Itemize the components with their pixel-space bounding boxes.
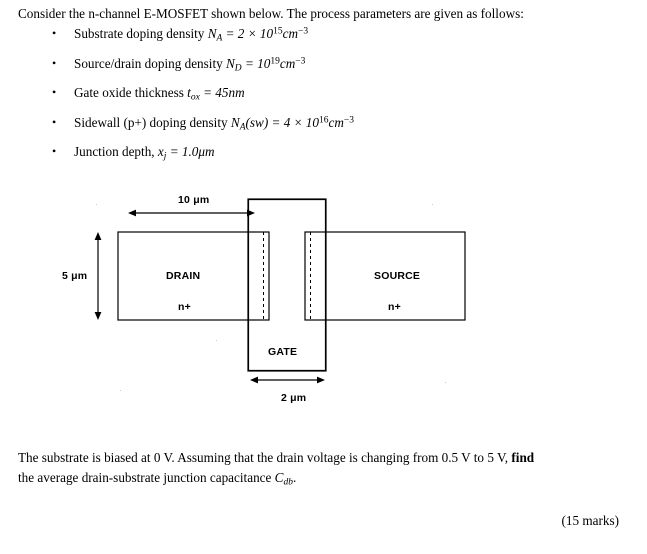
param-equals: = 45nm <box>199 85 245 101</box>
param-symbol-subscript: j <box>163 151 167 162</box>
list-item <box>52 115 612 134</box>
param-text: Sidewall (p+) doping density <box>74 114 231 130</box>
bullet-icon: • <box>52 85 57 100</box>
param-symbol: t <box>187 85 191 101</box>
param-units-exponent: −3 <box>343 115 354 126</box>
closing-symbol: C <box>274 470 284 486</box>
drain-type-label: n+ <box>178 301 191 313</box>
param-units: cm <box>279 55 296 71</box>
param-exponent: 16 <box>318 115 329 126</box>
param-exponent: 15 <box>273 26 283 37</box>
dimension-label-top: 10 μm <box>178 194 210 206</box>
closing-period: . <box>292 470 297 486</box>
marks-label: (15 marks) <box>561 513 619 528</box>
param-text: Substrate doping density <box>74 26 208 41</box>
closing-bold-word: find <box>511 450 535 465</box>
param-text: Source/drain doping density <box>74 55 226 71</box>
closing-paragraph <box>18 448 632 491</box>
param-exponent: 19 <box>270 56 280 66</box>
parameter-list <box>34 26 612 174</box>
bullet-icon: • <box>52 55 57 70</box>
bullet-icon: • <box>52 144 57 159</box>
closing-symbol-subscript: db <box>283 478 293 489</box>
param-symbol: x <box>157 144 164 160</box>
param-equals: (sw) = 4 × 10 <box>245 114 319 130</box>
param-symbol: N <box>226 55 235 71</box>
param-symbol: N <box>230 114 240 130</box>
param-text: Junction depth, <box>74 144 158 160</box>
list-item <box>52 85 612 104</box>
param-symbol-subscript: A <box>216 33 223 44</box>
drain-label: DRAIN <box>166 270 201 282</box>
intro-text: Consider the n-channel E-MOSFET shown below. The process parameters are given as follows: <box>18 6 524 21</box>
mosfet-figure <box>0 180 647 425</box>
bullet-icon: • <box>52 26 57 40</box>
param-units: cm <box>328 114 344 130</box>
param-units: cm <box>282 26 298 41</box>
param-symbol: N <box>207 26 217 41</box>
gate-label: GATE <box>268 346 298 358</box>
bullet-icon: • <box>52 114 57 129</box>
source-label: SOURCE <box>374 270 421 282</box>
param-text: Gate oxide thickness <box>74 85 188 101</box>
param-units-exponent: −3 <box>295 56 306 66</box>
source-type-label: n+ <box>388 301 401 313</box>
list-item <box>52 26 612 45</box>
list-item <box>52 56 612 75</box>
param-symbol-subscript: ox <box>190 92 200 103</box>
param-symbol-subscript: A <box>239 122 246 133</box>
param-symbol-subscript: D <box>234 63 242 74</box>
param-equals: = 10 <box>241 55 271 71</box>
closing-text-1: The substrate is biased at 0 V. Assuming that the drain voltage is changing from 0.5 V to 5 V, <box>18 450 512 465</box>
param-equals: = 1.0μm <box>166 144 215 160</box>
dimension-label-left: 5 μm <box>62 270 88 282</box>
param-equals: = 2 × 10 <box>222 26 274 41</box>
param-units-exponent: −3 <box>297 26 309 37</box>
closing-text-2: the average drain-substrate junction capacitance <box>18 470 275 486</box>
dimension-label-bottom: 2 μm <box>281 392 307 404</box>
list-item <box>52 144 612 163</box>
mosfet-diagram-svg <box>0 180 647 425</box>
